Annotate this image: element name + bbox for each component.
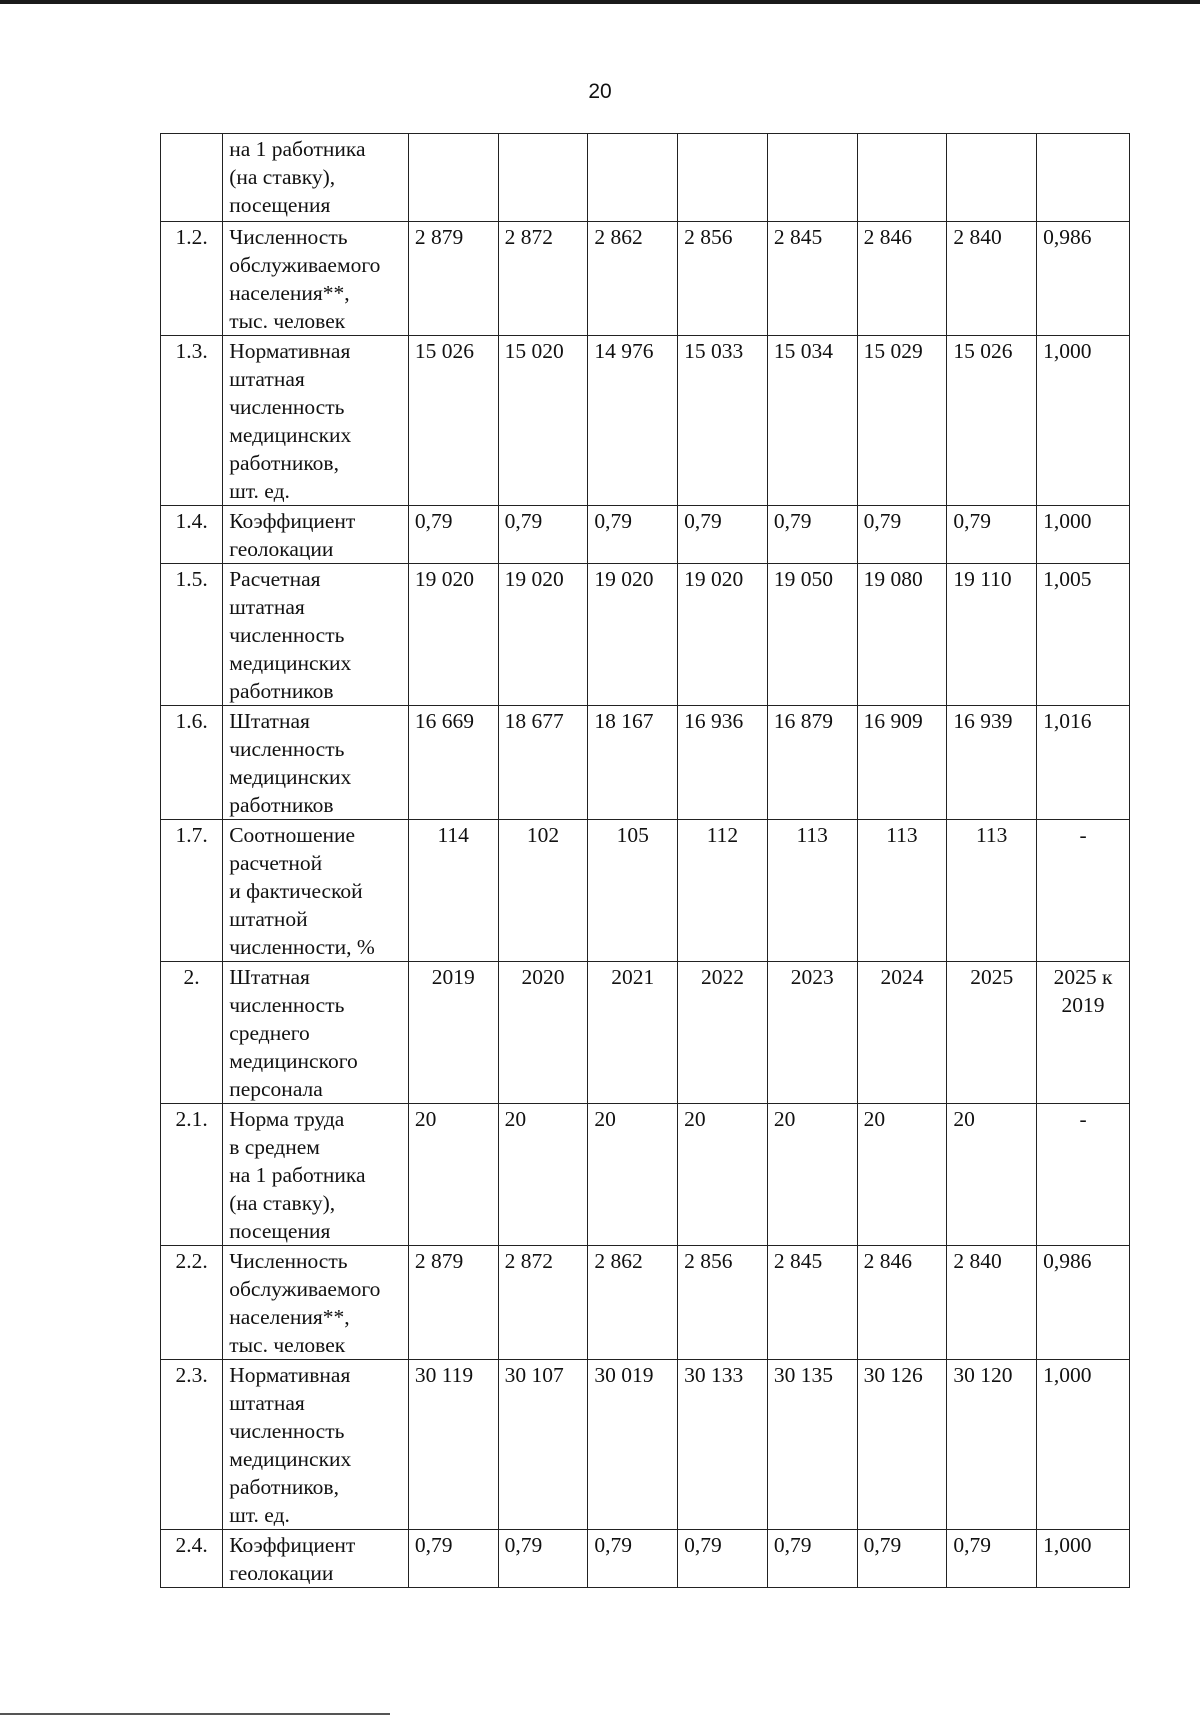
indicator-name-line: численность bbox=[229, 623, 345, 647]
year-value-cell: 20 bbox=[588, 1104, 678, 1246]
year-value-cell bbox=[857, 134, 947, 222]
table-row bbox=[161, 564, 1130, 706]
year-value-cell: 19 050 bbox=[767, 564, 857, 706]
ratio-cell: - bbox=[1037, 1104, 1130, 1246]
indicator-name-line: Нормативная bbox=[229, 339, 351, 363]
table-row bbox=[161, 706, 1130, 820]
indicator-name-line: численность bbox=[229, 1419, 345, 1443]
year-value-cell: 105 bbox=[588, 820, 678, 962]
year-value-cell: 19 080 bbox=[857, 564, 947, 706]
indicator-name-line: Численность bbox=[229, 1249, 348, 1273]
indicator-name-line: работников, bbox=[229, 1475, 339, 1499]
year-value-cell: 2 872 bbox=[498, 222, 588, 336]
year-value-cell: 2021 bbox=[588, 962, 678, 1104]
indicator-name-cell bbox=[223, 820, 409, 962]
indicator-name-line: шт. ед. bbox=[229, 479, 290, 503]
indicator-name-line: геолокации bbox=[229, 537, 334, 561]
indicator-name-line: медицинских bbox=[229, 651, 352, 675]
year-value-cell: 0,79 bbox=[947, 506, 1037, 564]
indicator-name-line: посещения bbox=[229, 193, 331, 217]
year-value-cell: 2 856 bbox=[678, 222, 768, 336]
indicator-name-cell bbox=[223, 222, 409, 336]
year-value-cell: 2 846 bbox=[857, 222, 947, 336]
year-value-cell: 30 135 bbox=[767, 1360, 857, 1530]
year-value-cell: 2 879 bbox=[408, 222, 498, 336]
row-number-cell: 2.3. bbox=[161, 1360, 223, 1530]
indicator-name-line: Норма труда bbox=[229, 1107, 345, 1131]
indicator-name-line: штатная bbox=[229, 367, 305, 391]
year-value-cell: 16 879 bbox=[767, 706, 857, 820]
year-value-cell: 113 bbox=[857, 820, 947, 962]
indicator-name-line: обслуживаемого bbox=[229, 1277, 381, 1301]
row-number-cell: 1.2. bbox=[161, 222, 223, 336]
year-value-cell: 30 119 bbox=[408, 1360, 498, 1530]
year-value-cell: 0,79 bbox=[588, 1530, 678, 1588]
year-value-cell: 15 033 bbox=[678, 336, 768, 506]
indicator-name-line: Нормативная bbox=[229, 1363, 351, 1387]
year-value-cell: 2 845 bbox=[767, 222, 857, 336]
year-value-cell: 19 020 bbox=[408, 564, 498, 706]
indicator-name-line: расчетной bbox=[229, 851, 323, 875]
indicator-name-line: работников, bbox=[229, 451, 339, 475]
indicator-name-line: медицинских bbox=[229, 423, 352, 447]
ratio-cell: 1,016 bbox=[1037, 706, 1130, 820]
row-number-cell: 1.6. bbox=[161, 706, 223, 820]
year-value-cell: 2022 bbox=[678, 962, 768, 1104]
indicator-name-cell bbox=[223, 564, 409, 706]
ratio-cell: 1,000 bbox=[1037, 506, 1130, 564]
indicator-name-line: Коэффициент bbox=[229, 1533, 356, 1557]
indicator-name-line: медицинского bbox=[229, 1049, 358, 1073]
indicator-name-line: Штатная bbox=[229, 709, 310, 733]
year-value-cell: 0,79 bbox=[947, 1530, 1037, 1588]
year-value-cell: 16 909 bbox=[857, 706, 947, 820]
indicator-name-line: обслуживаемого bbox=[229, 253, 381, 277]
year-value-cell: 113 bbox=[947, 820, 1037, 962]
table-row bbox=[161, 1530, 1130, 1588]
year-value-cell bbox=[767, 134, 857, 222]
ratio-cell: 0,986 bbox=[1037, 1246, 1130, 1360]
year-value-cell: 114 bbox=[408, 820, 498, 962]
table-row bbox=[161, 962, 1130, 1104]
indicator-name-line: Соотношение bbox=[229, 823, 356, 847]
year-value-cell: 0,79 bbox=[767, 1530, 857, 1588]
indicator-name-line: на 1 работника bbox=[229, 137, 366, 161]
indicator-name-line: штатной bbox=[229, 907, 308, 931]
year-value-cell: 2 840 bbox=[947, 222, 1037, 336]
row-number-cell: 1.7. bbox=[161, 820, 223, 962]
year-value-cell: 30 126 bbox=[857, 1360, 947, 1530]
indicator-name-line: медицинских bbox=[229, 1447, 352, 1471]
indicator-name-cell bbox=[223, 1246, 409, 1360]
row-number-cell: 1.3. bbox=[161, 336, 223, 506]
ratio-cell: 2025 к 2019 bbox=[1037, 962, 1130, 1104]
year-value-cell: 15 026 bbox=[947, 336, 1037, 506]
indicator-name-cell bbox=[223, 1360, 409, 1530]
indicator-name-line: численность bbox=[229, 737, 345, 761]
indicator-name-line: Коэффициент bbox=[229, 509, 356, 533]
indicator-name-cell bbox=[223, 1530, 409, 1588]
year-value-cell: 19 020 bbox=[588, 564, 678, 706]
year-value-cell: 20 bbox=[857, 1104, 947, 1246]
indicator-name-line: работников bbox=[229, 793, 334, 817]
year-value-cell: 0,79 bbox=[408, 506, 498, 564]
indicator-name-line: Штатная bbox=[229, 965, 310, 989]
indicator-name-line: населения**, bbox=[229, 1305, 350, 1329]
indicator-name-line: и фактической bbox=[229, 879, 363, 903]
year-value-cell: 20 bbox=[767, 1104, 857, 1246]
year-value-cell: 30 120 bbox=[947, 1360, 1037, 1530]
year-value-cell bbox=[498, 134, 588, 222]
year-value-cell: 14 976 bbox=[588, 336, 678, 506]
indicator-name-line: Численность bbox=[229, 225, 348, 249]
indicator-name-line: численности, % bbox=[229, 935, 375, 959]
year-value-cell: 2 856 bbox=[678, 1246, 768, 1360]
row-number-cell bbox=[161, 134, 223, 222]
indicator-name-line: медицинских bbox=[229, 765, 352, 789]
year-value-cell: 20 bbox=[408, 1104, 498, 1246]
ratio-cell: 1,000 bbox=[1037, 1360, 1130, 1530]
year-value-cell: 2 862 bbox=[588, 1246, 678, 1360]
year-value-cell bbox=[678, 134, 768, 222]
table-row bbox=[161, 506, 1130, 564]
row-number-cell: 2.2. bbox=[161, 1246, 223, 1360]
year-value-cell: 15 034 bbox=[767, 336, 857, 506]
year-value-cell: 0,79 bbox=[767, 506, 857, 564]
year-value-cell: 20 bbox=[947, 1104, 1037, 1246]
indicator-name-cell bbox=[223, 706, 409, 820]
page-number: 20 bbox=[588, 80, 612, 103]
table-row bbox=[161, 134, 1130, 222]
year-value-cell bbox=[588, 134, 678, 222]
indicator-name-line: численность bbox=[229, 395, 345, 419]
indicator-name-cell bbox=[223, 1104, 409, 1246]
year-value-cell: 2024 bbox=[857, 962, 947, 1104]
year-value-cell: 2 845 bbox=[767, 1246, 857, 1360]
row-number-cell: 1.4. bbox=[161, 506, 223, 564]
year-value-cell: 20 bbox=[498, 1104, 588, 1246]
ratio-cell: 0,986 bbox=[1037, 222, 1130, 336]
year-value-cell: 16 936 bbox=[678, 706, 768, 820]
year-value-cell: 0,79 bbox=[857, 1530, 947, 1588]
indicator-name-cell bbox=[223, 962, 409, 1104]
year-value-cell: 2023 bbox=[767, 962, 857, 1104]
indicator-name-line: Расчетная bbox=[229, 567, 321, 591]
year-value-cell: 0,79 bbox=[498, 506, 588, 564]
year-value-cell: 20 bbox=[678, 1104, 768, 1246]
ratio-cell bbox=[1037, 134, 1130, 222]
indicator-name-line: на 1 работника bbox=[229, 1163, 366, 1187]
year-value-cell: 2025 bbox=[947, 962, 1037, 1104]
staffing-table bbox=[160, 133, 1130, 1588]
ratio-cell: - bbox=[1037, 820, 1130, 962]
row-number-cell: 2.4. bbox=[161, 1530, 223, 1588]
year-value-cell: 2019 bbox=[408, 962, 498, 1104]
table-row bbox=[161, 1360, 1130, 1530]
year-value-cell: 19 020 bbox=[678, 564, 768, 706]
year-value-cell: 112 bbox=[678, 820, 768, 962]
ratio-cell: 1,000 bbox=[1037, 1530, 1130, 1588]
table-row bbox=[161, 222, 1130, 336]
year-value-cell: 2 879 bbox=[408, 1246, 498, 1360]
table-row bbox=[161, 1104, 1130, 1246]
indicator-name-cell bbox=[223, 506, 409, 564]
indicator-name-line: штатная bbox=[229, 1391, 305, 1415]
year-value-cell: 30 133 bbox=[678, 1360, 768, 1530]
row-number-cell: 2. bbox=[161, 962, 223, 1104]
year-value-cell: 15 026 bbox=[408, 336, 498, 506]
year-value-cell: 18 167 bbox=[588, 706, 678, 820]
year-value-cell: 102 bbox=[498, 820, 588, 962]
indicator-name-line: персонала bbox=[229, 1077, 323, 1101]
indicator-name-line: населения**, bbox=[229, 281, 350, 305]
bottom-border-line bbox=[0, 1713, 390, 1715]
year-value-cell: 19 110 bbox=[947, 564, 1037, 706]
year-value-cell bbox=[947, 134, 1037, 222]
indicator-name-cell bbox=[223, 336, 409, 506]
table-body bbox=[161, 134, 1130, 1588]
indicator-name-line: тыс. человек bbox=[229, 1333, 346, 1357]
year-value-cell: 0,79 bbox=[498, 1530, 588, 1588]
indicator-name-line: в среднем bbox=[229, 1135, 320, 1159]
indicator-name-cell bbox=[223, 134, 409, 222]
table-row bbox=[161, 820, 1130, 962]
top-border-line bbox=[0, 0, 1200, 4]
year-value-cell: 19 020 bbox=[498, 564, 588, 706]
year-value-cell: 2 846 bbox=[857, 1246, 947, 1360]
year-value-cell: 30 019 bbox=[588, 1360, 678, 1530]
year-value-cell: 18 677 bbox=[498, 706, 588, 820]
indicator-name-line: работников bbox=[229, 679, 334, 703]
year-value-cell: 2 862 bbox=[588, 222, 678, 336]
year-value-cell: 0,79 bbox=[678, 506, 768, 564]
table-row bbox=[161, 1246, 1130, 1360]
year-value-cell: 30 107 bbox=[498, 1360, 588, 1530]
year-value-cell: 2 840 bbox=[947, 1246, 1037, 1360]
indicator-name-line: штатная bbox=[229, 595, 305, 619]
indicator-name-line: (на ставку), bbox=[229, 1191, 336, 1215]
year-value-cell: 2 872 bbox=[498, 1246, 588, 1360]
row-number-cell: 1.5. bbox=[161, 564, 223, 706]
year-value-cell: 16 669 bbox=[408, 706, 498, 820]
ratio-cell: 1,005 bbox=[1037, 564, 1130, 706]
indicator-name-line: геолокации bbox=[229, 1561, 334, 1585]
year-value-cell bbox=[408, 134, 498, 222]
indicator-name-line: численность bbox=[229, 993, 345, 1017]
year-value-cell: 0,79 bbox=[678, 1530, 768, 1588]
year-value-cell: 15 029 bbox=[857, 336, 947, 506]
year-value-cell: 2020 bbox=[498, 962, 588, 1104]
year-value-cell: 0,79 bbox=[857, 506, 947, 564]
year-value-cell: 16 939 bbox=[947, 706, 1037, 820]
year-value-cell: 15 020 bbox=[498, 336, 588, 506]
row-number-cell: 2.1. bbox=[161, 1104, 223, 1246]
indicator-name-line: тыс. человек bbox=[229, 309, 346, 333]
indicator-name-line: посещения bbox=[229, 1219, 331, 1243]
indicator-name-line: среднего bbox=[229, 1021, 310, 1045]
indicator-name-line: шт. ед. bbox=[229, 1503, 290, 1527]
ratio-cell: 1,000 bbox=[1037, 336, 1130, 506]
year-value-cell: 0,79 bbox=[408, 1530, 498, 1588]
table-row bbox=[161, 336, 1130, 506]
indicator-name-line: (на ставку), bbox=[229, 165, 336, 189]
year-value-cell: 113 bbox=[767, 820, 857, 962]
year-value-cell: 0,79 bbox=[588, 506, 678, 564]
